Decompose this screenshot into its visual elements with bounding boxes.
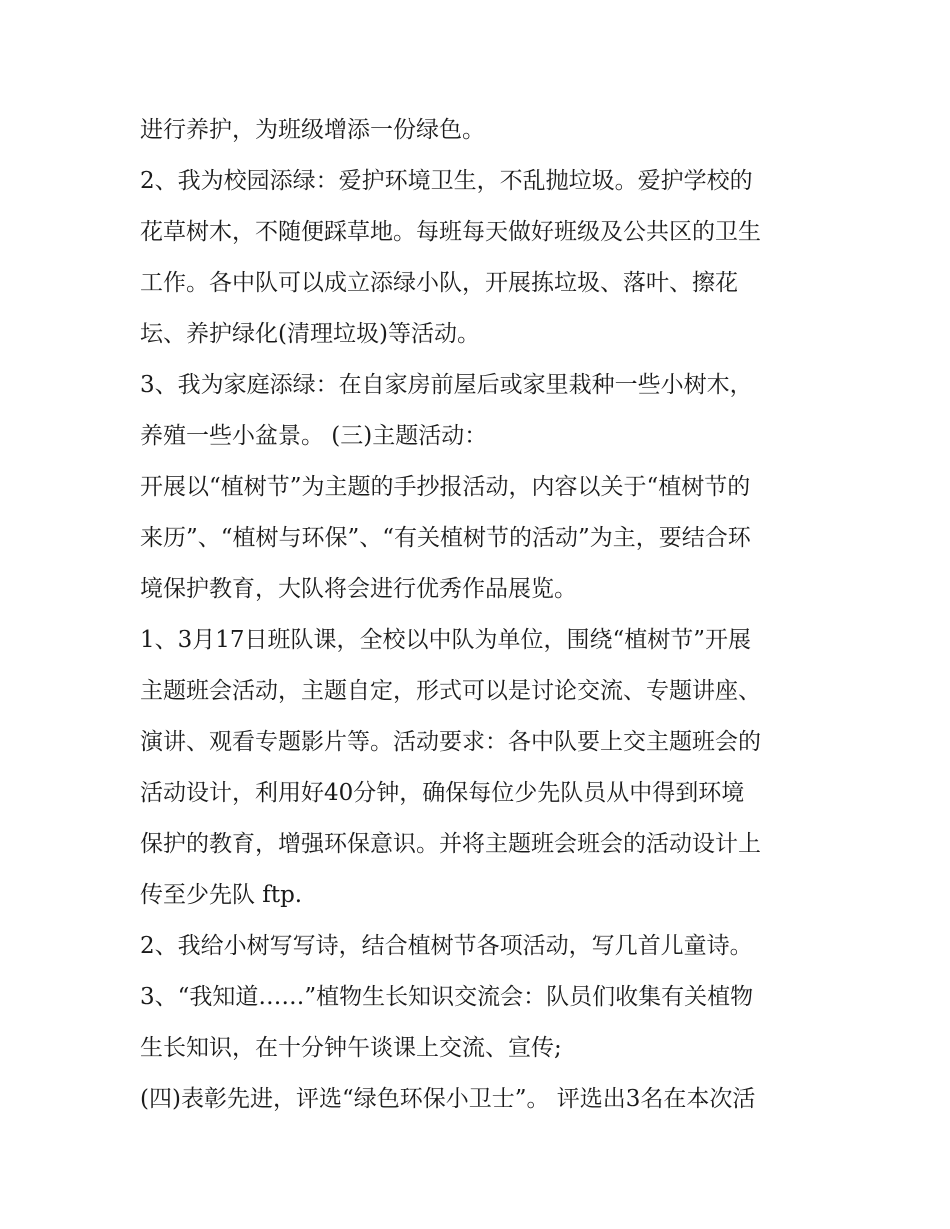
text-line: 境保护教育，大队将会进行优秀作品展览。: [140, 576, 577, 602]
text-line: 活动设计，利用好40分钟，确保每位少先队员从中得到环境: [140, 780, 745, 806]
text-line: 开展以“植树节”为主题的手抄报活动，内容以关于“植树节的: [140, 474, 751, 500]
text-line: 花草树木，不随便踩草地。每班每天做好班级及公共区的卫生: [140, 219, 761, 245]
text-line: 3、“我知道……”植物生长知识交流会：队员们收集有关植物: [140, 984, 754, 1010]
text-line: 2、我给小树写写诗，结合植树节各项活动，写几首儿童诗。: [140, 933, 753, 959]
text-line: 养殖一些小盆景。 (三)主题活动：: [140, 423, 488, 449]
text-line: 进行养护，为班级增添一份绿色。: [140, 117, 485, 143]
text-line: 坛、养护绿化(清理垃圾)等活动。: [140, 321, 480, 347]
text-line: 工作。各中队可以成立添绿小队，开展拣垃圾、落叶、擦花: [140, 270, 738, 296]
text-line: 生长知识，在十分钟午谈课上交流、宣传;: [140, 1035, 562, 1061]
text-line: 演讲、观看专题影片等。活动要求：各中队要上交主题班会的: [140, 729, 761, 755]
text-line: 2、我为校园添绿：爱护环境卫生，不乱抛垃圾。爱护学校的: [140, 168, 753, 194]
text-line: 主题班会活动，主题自定，形式可以是讨论交流、专题讲座、: [140, 678, 761, 704]
text-line: (四)表彰先进，评选“绿色环保小卫士”。 评选出3名在本次活: [140, 1086, 756, 1112]
text-line: 保护的教育，增强环保意识。并将主题班会班会的活动设计上: [140, 831, 761, 857]
text-line: 1、3月17日班队课，全校以中队为单位，围绕“植树节”开展: [140, 627, 752, 653]
text-line: 来历”、“植树与环保”、“有关植树节的活动”为主，要结合环: [140, 525, 751, 551]
text-line: 传至少先队 ftp.: [140, 882, 303, 908]
text-line: 3、我为家庭添绿：在自家房前屋后或家里栽种一些小树木，: [140, 372, 753, 398]
